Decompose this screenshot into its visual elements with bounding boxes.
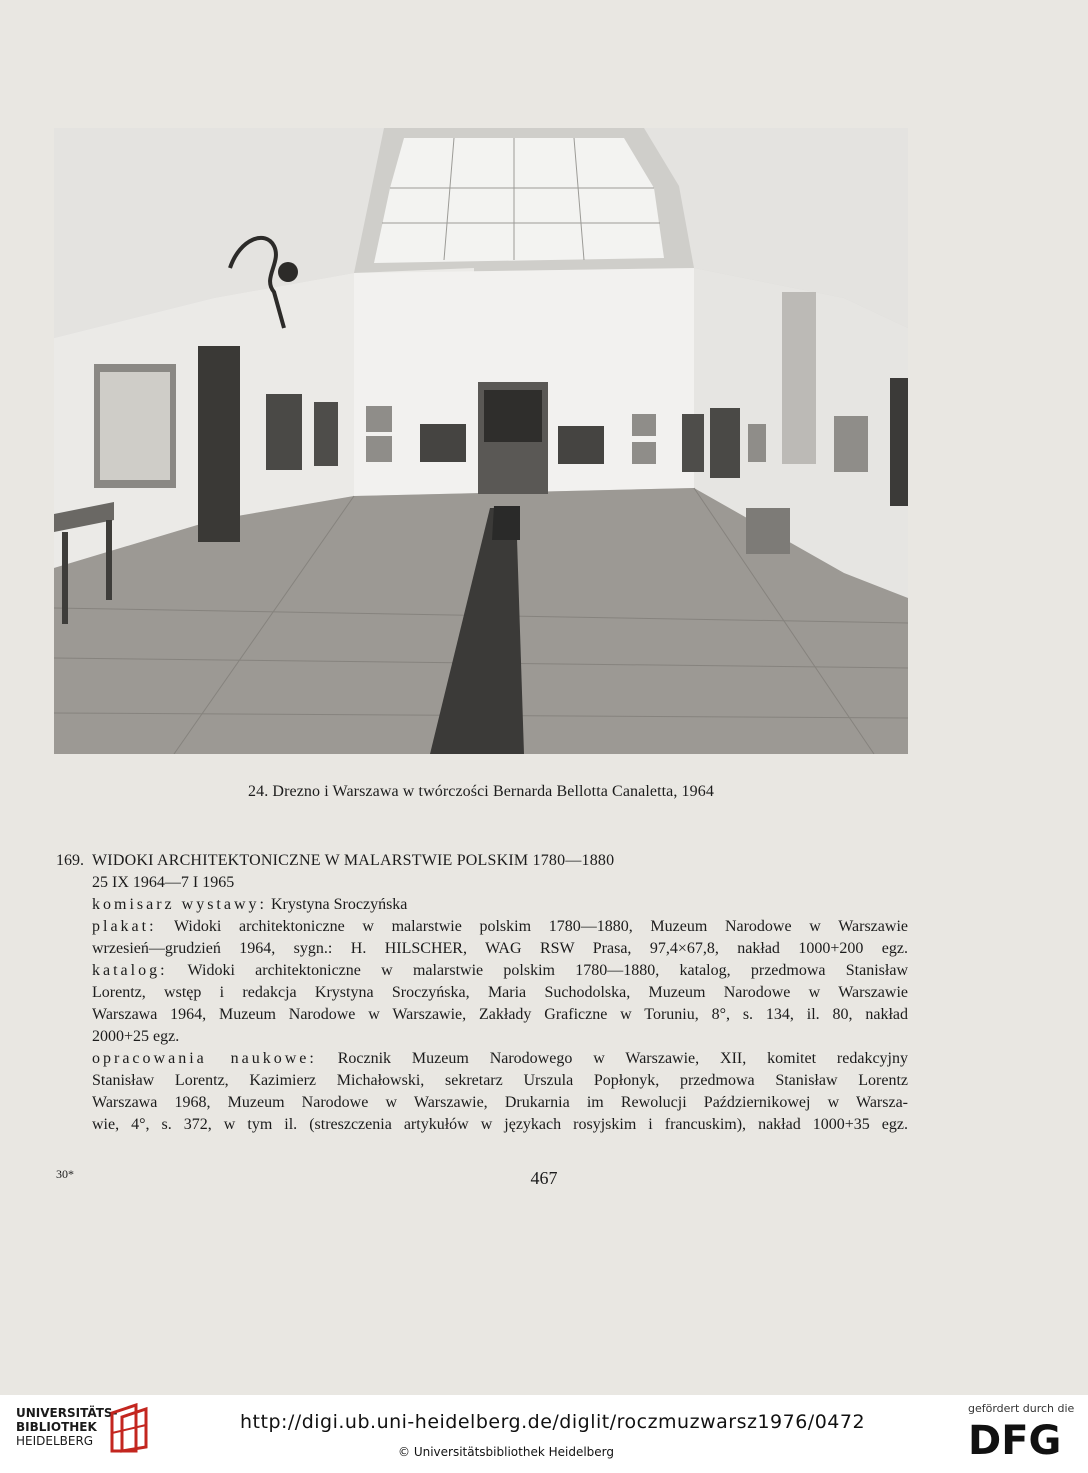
poster-text-1: Widoki architektoniczne w malarstwie polskim 1780—1880, Muzeum Narodowe w Warszawie xyxy=(173,918,908,935)
catalog-paragraph xyxy=(56,960,908,1048)
studies-label: opracowania naukowe: xyxy=(92,1050,317,1067)
studies-paragraph xyxy=(56,1048,908,1136)
studies-line-2: Stanisław Lorentz, Kazimierz Michałowski, sekretarz Urszula Popłonyk, przedmowa Stanisław Lorentz xyxy=(92,1072,908,1089)
catalog-line-1 xyxy=(92,960,908,982)
entry-dates: 25 IX 1964—7 I 1965 xyxy=(92,874,235,891)
dfg-logo[interactable] xyxy=(968,1419,1072,1459)
entry-heading xyxy=(56,850,908,872)
copyright-notice: © Universitätsbibliothek Heidelberg xyxy=(398,1445,615,1459)
commissioner-line xyxy=(56,894,908,916)
catalog-line-4: 2000+25 egz. xyxy=(92,1028,180,1045)
studies-line-4: wie, 4°, s. 372, w tym il. (streszczenia artykułów w językach rosyjskim i francuskim), nakład 1000+35 egz. xyxy=(92,1116,908,1133)
commissioner-label: komisarz wystawy: xyxy=(92,896,267,913)
digitization-footer xyxy=(0,1395,1088,1473)
library-emblem-icon xyxy=(108,1403,150,1453)
poster-paragraph xyxy=(56,916,908,960)
page-url-link[interactable]: http://digi.ub.uni-heidelberg.de/diglit/roczmuzwarsz1976/0472 xyxy=(240,1411,866,1433)
studies-line-1 xyxy=(92,1048,908,1070)
exhibition-hall-photo xyxy=(54,128,908,754)
dfg-logo-text: DFG xyxy=(968,1419,1062,1459)
catalog-label: katalog: xyxy=(92,962,168,979)
figure-caption: 24. Drezno i Warszawa w twórczości Bernarda Bellotta Canaletta, 1964 xyxy=(248,783,714,800)
poster-line-2: wrzesień—grudzień 1964, sygn.: H. HILSCHER, WAG RSW Prasa, 97,4×67,8, nakład 1000+200 egz. xyxy=(92,940,908,957)
library-name-line-1: UNIVERSITÄTS- xyxy=(16,1406,118,1420)
entry-number: 169. xyxy=(56,852,84,869)
catalog-line-3: Warszawa 1964, Muzeum Narodowe w Warszawie, Zakłady Graficzne w Toruniu, 8°, s. 134, il. 80, nakład xyxy=(92,1006,908,1023)
studies-text-1: Rocznik Muzeum Narodowego w Warszawie, XII, komitet redakcyjny xyxy=(337,1050,908,1067)
commissioner-name: Krystyna Sroczyńska xyxy=(270,896,408,913)
library-name-line-3: HEIDELBERG xyxy=(16,1434,94,1448)
signature-mark: 30* xyxy=(56,1167,74,1181)
poster-line-1 xyxy=(92,916,908,938)
catalog-line-2: Lorentz, wstęp i redakcja Krystyna Sroczyńska, Maria Suchodolska, Muzeum Narodowe w Warszawie xyxy=(92,984,908,1001)
funded-by-label: gefördert durch die xyxy=(968,1402,1075,1415)
poster-label: plakat: xyxy=(92,918,157,935)
catalog-entry xyxy=(56,850,908,1136)
entry-title: WIDOKI ARCHITEKTONICZNE W MALARSTWIE POLSKIM 1780—1880 xyxy=(92,852,615,869)
gallery-illustration xyxy=(54,128,908,754)
library-name-line-2: BIBLIOTHEK xyxy=(16,1420,97,1434)
page-number: 467 xyxy=(530,1168,558,1188)
catalog-text-1: Widoki architektoniczne w malarstwie polskim 1780—1880, katalog, przedmowa Stanisław xyxy=(187,962,908,979)
library-logo[interactable] xyxy=(16,1406,118,1448)
studies-line-3: Warszawa 1968, Muzeum Narodowe w Warszawie, Drukarnia im Rewolucji Październikowej w Warsza- xyxy=(92,1094,908,1111)
